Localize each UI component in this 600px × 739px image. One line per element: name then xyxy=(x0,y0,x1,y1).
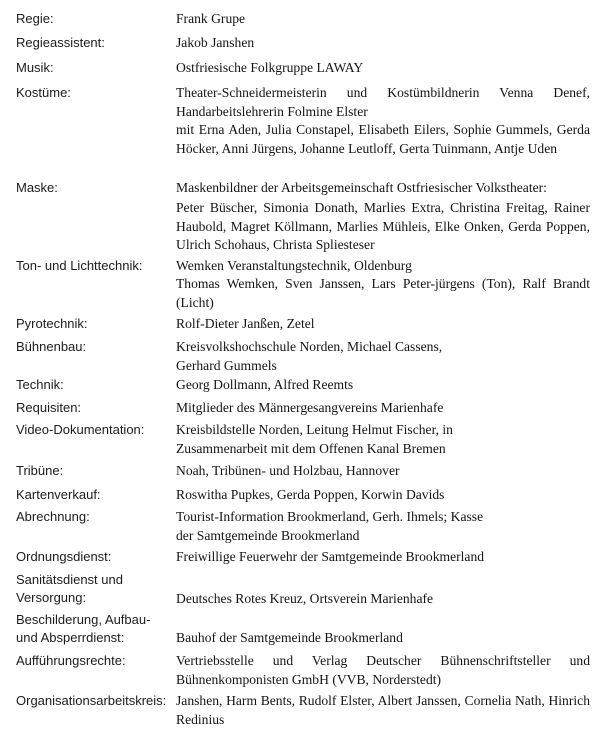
credit-value-auffuehrungsrechte: Vertriebsstelle und Verlag Deutscher Bühnenschriftsteller und Bühnenkomponisten GmbH (VVB, Norderstedt) xyxy=(176,653,590,687)
credit-value-regieassistent: Jakob Janshen xyxy=(176,35,255,50)
credit-label-tribuene: Tribüne: xyxy=(16,463,64,478)
credit-value-kostueme: Theater-Schneidermeisterin und Kostümbildnerin Venna Denef, Handarbeitslehrerin Folmine Elster xyxy=(176,85,590,119)
credit-label-ton-licht: Ton- und Lichttechnik: xyxy=(16,258,143,273)
credit-label-pyrotechnik: Pyrotechnik: xyxy=(16,316,88,331)
credit-value-regie: Frank Grupe xyxy=(176,11,246,26)
credit-label-requisiten: Requisiten: xyxy=(16,400,82,415)
credit-value-video: Kreisbildstelle Norden, Leitung Helmut Fischer, in Zusammenarbeit mit dem Offenen Kanal Bremen xyxy=(176,422,453,456)
credit-label-organisation: Organisationsarbeitskreis: xyxy=(16,693,167,708)
credit-value-tribuene: Noah, Tribünen- und Holzbau, Hannover xyxy=(176,463,400,478)
credit-value-maske: Maskenbildner der Arbeitsgemeinschaft Ostfriesischer Volkstheater: xyxy=(176,180,547,195)
credit-label-abrechnung: Abrechnung: xyxy=(16,509,90,524)
credit-label-regie: Regie: xyxy=(16,11,54,26)
credit-label-technik: Technik: xyxy=(16,377,64,392)
credit-value-organisation: Janshen, Harm Bents, Rudolf Elster, Albert Janssen, Cornelia Nath, Hinrich Redinius xyxy=(176,693,590,727)
credit-value-maske-names: Peter Büscher, Simonia Donath, Marlies Extra, Christina Freitag, Rainer Haubold, Magret Köllmann, Marlies Mühleis, Elke Onken, Gerda Poppen, Ulrich Schohaus, Christa Spliesteser xyxy=(176,200,590,252)
credit-label-sanitaetsdienst: Sanitätsdienst und Versorgung: xyxy=(16,572,123,605)
credit-label-kartenverkauf: Kartenverkauf: xyxy=(16,487,101,502)
credit-label-regieassistent: Regieassistent: xyxy=(16,35,105,50)
credit-label-buehnenbau: Bühnenbau: xyxy=(16,339,87,354)
credit-value-technik: Georg Dollmann, Alfred Reemts xyxy=(176,377,354,392)
credit-value-ton-licht-names: Thomas Wemken, Sven Janssen, Lars Peter-jürgens (Ton), Ralf Brandt (Licht) xyxy=(176,276,590,310)
credit-label-beschilderung: Beschilderung, Aufbau- und Absperrdienst: xyxy=(16,612,151,645)
credit-value-ton-licht: Wemken Veranstaltungstechnik, Oldenburg xyxy=(176,258,412,273)
credit-label-maske: Maske: xyxy=(16,180,58,195)
credit-label-musik: Musik: xyxy=(16,60,54,75)
credit-value-buehnenbau: Kreisvolkshochschule Norden, Michael Cassens, Gerhard Gummels xyxy=(176,339,443,373)
credit-value-abrechnung: Tourist-Information Brookmerland, Gerh. Ihmels; Kasse der Samtgemeinde Brookmerland xyxy=(176,509,484,543)
credit-value-musik: Ostfriesische Folkgruppe LAWAY xyxy=(176,60,364,75)
credit-value-kostueme-helpers: mit Erna Aden, Julia Constapel, Elisabeth Eilers, Sophie Gummels, Gerda Höcker, Anni Jürgens, Johanne Leutloff, Gerta Tuinmann, Antje Uden xyxy=(176,122,590,156)
credit-value-ordnungsdienst: Freiwillige Feuerwehr der Samtgemeinde Brookmerland xyxy=(176,549,485,564)
credit-label-video: Video-Dokumentation: xyxy=(16,422,145,437)
credit-value-kartenverkauf: Roswitha Pupkes, Gerda Poppen, Korwin Davids xyxy=(176,487,445,502)
credit-value-sanitaetsdienst: Deutsches Rotes Kreuz, Ortsverein Marienhafe xyxy=(176,591,434,606)
credit-label-auffuehrungsrechte: Aufführungsrechte: xyxy=(16,653,126,668)
credit-label-kostueme: Kostüme: xyxy=(16,85,71,100)
credit-value-requisiten: Mitglieder des Männergesangvereins Marienhafe xyxy=(176,400,444,415)
credit-value-beschilderung: Bauhof der Samtgemeinde Brookmerland xyxy=(176,630,403,645)
credit-value-pyrotechnik: Rolf-Dieter Janßen, Zetel xyxy=(176,316,315,331)
credit-label-ordnungsdienst: Ordnungsdienst: xyxy=(16,549,112,564)
